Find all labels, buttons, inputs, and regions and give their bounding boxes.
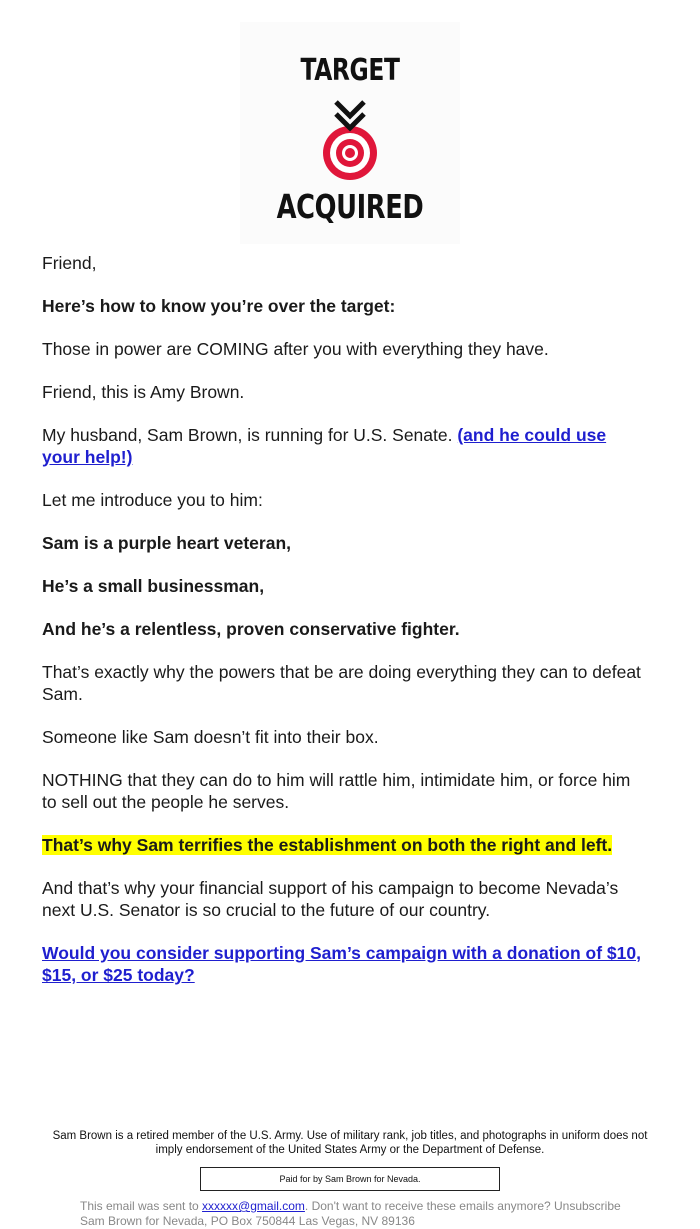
paragraph-powers: That’s exactly why the powers that be are doing everything they can to defeat Sam. xyxy=(42,662,641,704)
sent-to-line xyxy=(80,1199,680,1214)
mailing-address: Sam Brown for Nevada, PO Box 750844 Las Vegas, NV 89136 xyxy=(80,1214,415,1228)
paragraph-nothing: NOTHING that they can do to him will rattle him, intimidate him, or force him to sell out the people he serves. xyxy=(42,770,631,812)
logo xyxy=(240,22,460,244)
unsubscribe-text[interactable]: . Don't want to receive these emails anymore? Unsubscribe xyxy=(304,1199,621,1213)
bullet-veteran: Sam is a purple heart veteran, xyxy=(42,533,291,553)
headline: Here’s how to know you’re over the target: xyxy=(42,296,396,316)
help-link[interactable]: (and he could use your help!) xyxy=(42,425,607,467)
paragraph-support: And that’s why your financial support of his campaign to become Nevada’s next U.S. Senator is so crucial to the future of our country. xyxy=(42,878,619,920)
bullet-fighter: And he’s a relentless, proven conservative fighter. xyxy=(42,619,460,639)
email-footer xyxy=(80,1199,680,1229)
paragraph-intro: Friend, this is Amy Brown. xyxy=(42,382,245,402)
husband-text: My husband, Sam Brown, is running for U.S. Senate. xyxy=(42,425,458,445)
paragraph-box: Someone like Sam doesn’t fit into their box. xyxy=(42,727,379,747)
target-icon xyxy=(319,98,381,188)
paragraph-introduce: Let me introduce you to him: xyxy=(42,490,263,510)
logo-top-word: TARGET xyxy=(300,53,400,88)
highlighted-statement: That’s why Sam terrifies the establishment on both the right and left. xyxy=(42,835,613,855)
email-body xyxy=(42,252,642,1007)
logo-bottom-word: ACQUIRED xyxy=(276,187,424,226)
sent-to-prefix: This email was sent to xyxy=(80,1199,203,1213)
paragraph-power: Those in power are COMING after you with everything they have. xyxy=(42,339,549,359)
recipient-email-link[interactable]: xxxxxx@gmail.com xyxy=(202,1199,305,1213)
bullet-businessman: He’s a small businessman, xyxy=(42,576,265,596)
greeting: Friend, xyxy=(42,253,97,273)
paragraph-husband xyxy=(42,424,642,468)
disclaimer: Sam Brown is a retired member of the U.S. Army. Use of military rank, job titles, and photographs in uniform does not imply endorsement of the United States Army or the Department of Defense. xyxy=(52,1130,648,1156)
paid-for-box: Paid for by Sam Brown for Nevada. xyxy=(200,1167,500,1191)
donate-link[interactable]: Would you consider supporting Sam’s campaign with a donation of $10, $15, or $25 today? xyxy=(42,943,641,985)
